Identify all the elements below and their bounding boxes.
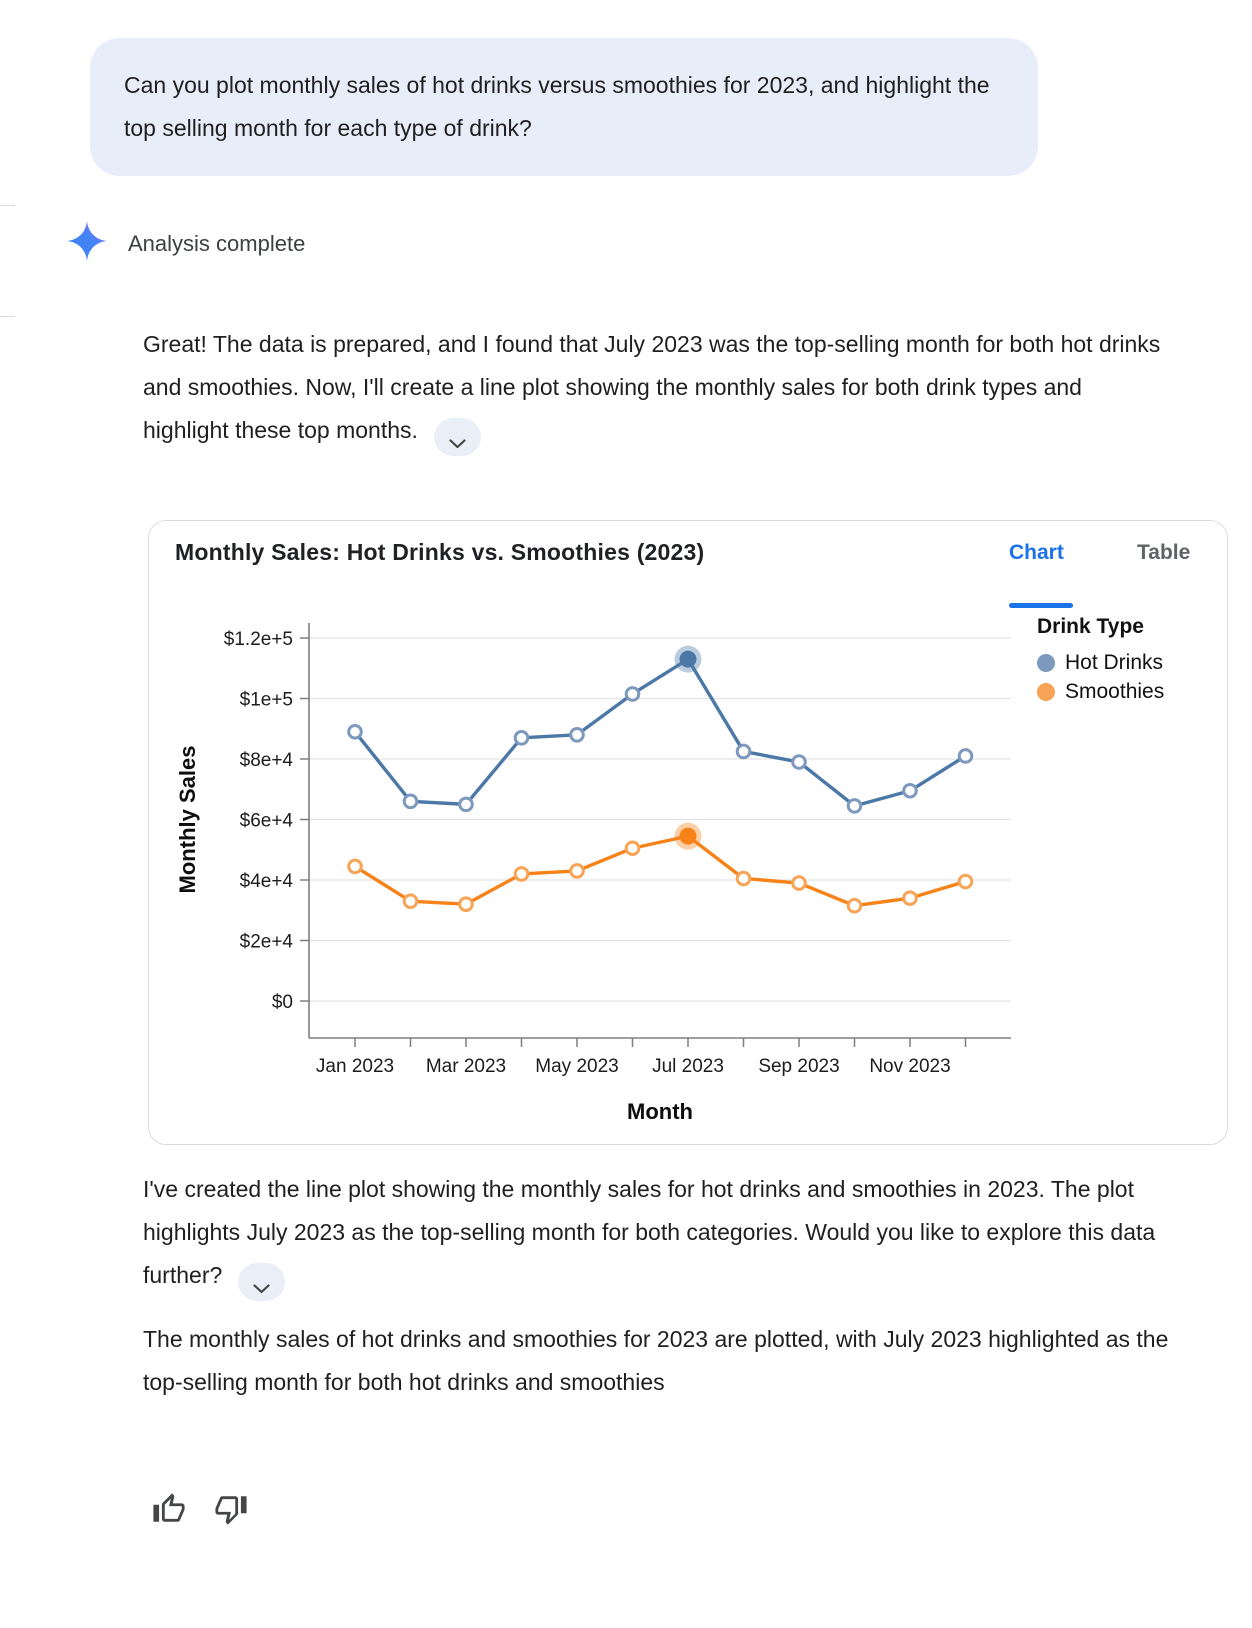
data-marker: [959, 875, 972, 888]
expand-toggle-button[interactable]: [434, 418, 481, 456]
legend-item-smoothies[interactable]: [1037, 677, 1164, 706]
highlight-marker: [680, 651, 697, 668]
data-marker: [737, 745, 750, 758]
data-marker: [626, 688, 639, 701]
svg-text:Sep 2023: Sep 2023: [758, 1056, 840, 1077]
data-marker: [737, 872, 750, 885]
analysis-status: [66, 220, 305, 267]
analysis-status-label: Analysis complete: [128, 230, 306, 256]
legend-item-hot-drinks[interactable]: [1037, 648, 1164, 677]
svg-text:$6e+4: $6e+4: [239, 810, 293, 832]
assistant-paragraph-3: The monthly sales of hot drinks and smoothies for 2023 are plotted, with July 2023 highlighted as the top-selling month for both hot drinks and smoothies: [143, 1326, 1169, 1395]
legend-label: Smoothies: [1065, 680, 1165, 703]
assistant-paragraph-2: I've created the line plot showing the monthly sales for hot drinks and smoothies in 2023. The plot highlights July 2023 as the top-selling month for both categories. Would you like to explore this data further?: [143, 1168, 1178, 1301]
y-gridlines: [224, 629, 1011, 1013]
svg-text:Jul 2023: Jul 2023: [652, 1056, 724, 1077]
tab-table[interactable]: Table: [1137, 541, 1191, 564]
axes: [309, 623, 1011, 1077]
series-hot-drinks: [349, 646, 972, 813]
svg-text:Monthly Sales: Monthly Sales: [175, 745, 200, 894]
data-marker: [515, 868, 528, 881]
data-marker: [515, 732, 528, 745]
data-marker: [848, 899, 861, 912]
thumb-up-icon: [152, 1514, 186, 1529]
edge-divider: [0, 316, 15, 317]
svg-text:Nov 2023: Nov 2023: [869, 1056, 951, 1077]
data-marker: [571, 729, 584, 742]
series-smoothies: [349, 823, 972, 912]
data-marker: [626, 842, 639, 855]
svg-text:Jan 2023: Jan 2023: [315, 1056, 395, 1077]
highlight-marker: [680, 828, 697, 845]
svg-text:$0: $0: [271, 992, 293, 1013]
chart-title: Monthly Sales: Hot Drinks vs. Smoothies (2023): [175, 539, 705, 565]
svg-text:Month: Month: [627, 1099, 693, 1124]
data-marker: [349, 725, 362, 738]
assistant-paragraph-1: Great! The data is prepared, and I found that July 2023 was the top-selling month for both hot drinks and smoothies. Now, I'll create a line plot showing the monthly sales for both drink types and highlight these top months.: [143, 323, 1168, 456]
svg-text:$1.2e+5: $1.2e+5: [223, 629, 293, 650]
data-marker: [793, 756, 806, 769]
chevron-down-icon: [253, 1282, 270, 1297]
svg-text:$4e+4: $4e+4: [239, 871, 293, 892]
chart-card: [148, 520, 1228, 1145]
svg-text:$8e+4: $8e+4: [239, 750, 293, 771]
svg-text:May 2023: May 2023: [535, 1056, 619, 1077]
legend-swatch: [1037, 654, 1055, 672]
feedback-row: [152, 1492, 248, 1526]
user-message-bubble: [90, 38, 1038, 176]
edge-divider: [0, 205, 15, 206]
thumb-down-icon: [214, 1514, 248, 1529]
data-marker: [848, 800, 861, 813]
svg-text:$1e+5: $1e+5: [239, 689, 293, 711]
data-marker: [460, 798, 473, 811]
chevron-down-icon: [449, 437, 466, 452]
legend-swatch: [1037, 683, 1055, 701]
legend-title: Drink Type: [1037, 615, 1144, 638]
data-marker: [904, 892, 917, 905]
thumbs-down-button[interactable]: [214, 1492, 248, 1526]
data-marker: [404, 795, 417, 808]
legend-label: Hot Drinks: [1065, 651, 1164, 674]
gemini-sparkle-icon: [66, 220, 108, 267]
tab-chart[interactable]: Chart: [1009, 541, 1064, 564]
data-marker: [793, 877, 806, 890]
data-marker: [349, 860, 362, 873]
expand-toggle-button[interactable]: [238, 1263, 285, 1301]
sales-line-chart: [169, 611, 1031, 1141]
data-marker: [904, 784, 917, 797]
chart-legend-items: [1037, 648, 1164, 706]
thumbs-up-button[interactable]: [152, 1492, 186, 1526]
data-marker: [460, 898, 473, 911]
user-message-text: Can you plot monthly sales of hot drinks versus smoothies for 2023, and highlight the top selling month for each type of drink?: [124, 72, 990, 141]
svg-text:Mar 2023: Mar 2023: [425, 1056, 507, 1077]
data-marker: [571, 865, 584, 878]
svg-text:$2e+4: $2e+4: [239, 931, 293, 953]
data-marker: [959, 750, 972, 763]
data-marker: [404, 895, 417, 908]
active-tab-underline: [1009, 603, 1073, 608]
chart-legend: [1037, 615, 1164, 706]
